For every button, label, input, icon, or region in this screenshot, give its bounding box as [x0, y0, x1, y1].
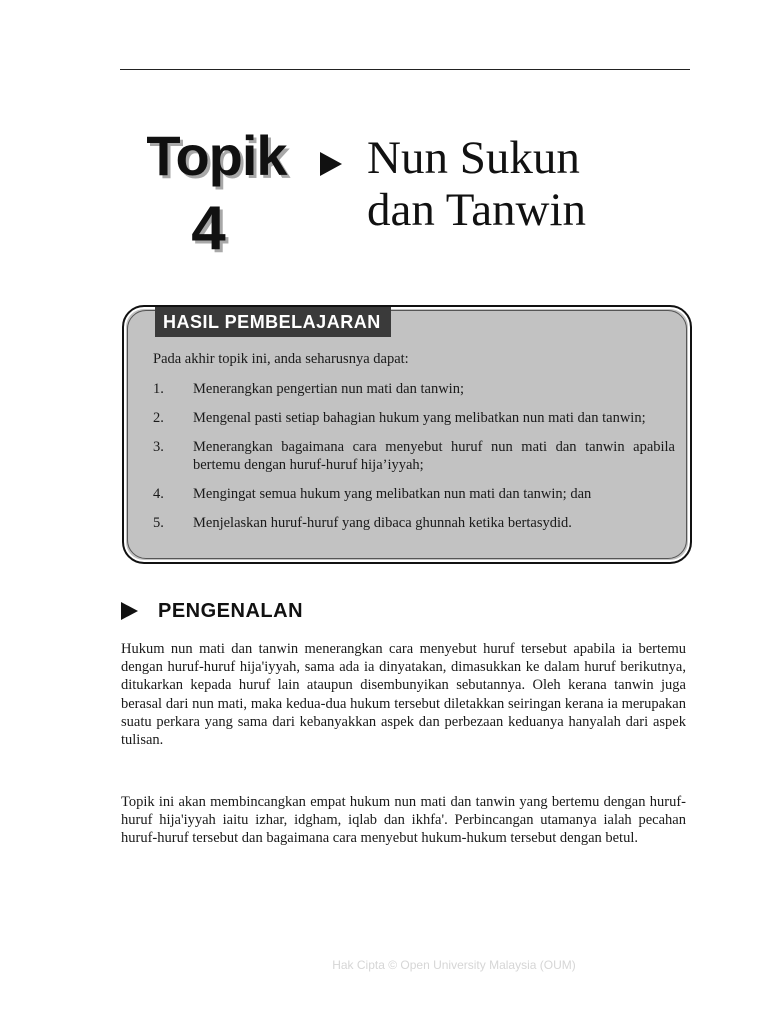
- introduction-paragraph-2: Topik ini akan membincangkan empat hukum nun mati dan tanwin yang bertemu dengan huruf-huruf hija'iyyah iaitu izhar, idgham, iqlab dan ikhfa'. Perbincangan utamanya ialah pecahan huruf-huruf tersebut dan bagaimana cara menyebut hukum-hukum tersebut dengan betul.: [121, 794, 686, 847]
- outcome-text: Menerangkan pengertian nun mati dan tanwin;: [193, 381, 464, 397]
- outcome-item: [153, 380, 675, 398]
- outcome-text: Menerangkan bagaimana cara menyebut huruf nun mati dan tanwin apabila bertemu dengan huruf-huruf hija’iyyah;: [193, 439, 675, 473]
- copyright-footer: Hak Cipta © Open University Malaysia (OUM): [332, 958, 576, 972]
- section-arrow-icon: [121, 602, 138, 620]
- outcome-text: Mengenal pasti setiap bahagian hukum yang melibatkan nun mati dan tanwin;: [193, 410, 646, 426]
- topic-label: Topik: [146, 124, 287, 187]
- outcome-text: Mengingat semua hukum yang melibatkan nun mati dan tanwin; dan: [193, 486, 592, 502]
- introduction-heading-row: [121, 598, 303, 624]
- title-arrow-icon: [320, 152, 342, 176]
- learning-outcomes-list: [153, 380, 675, 543]
- outcome-number: 4.: [153, 486, 164, 502]
- outcome-text: Menjelaskan huruf-huruf yang dibaca ghunnah ketika bertasydid.: [193, 515, 572, 531]
- learning-outcomes-header: HASIL PEMBELAJARAN: [155, 307, 391, 337]
- topic-label-block: [134, 124, 299, 264]
- learning-outcomes-intro: Pada akhir topik ini, anda seharusnya dapat:: [153, 351, 409, 367]
- outcome-number: 3.: [153, 439, 164, 455]
- header-rule: [120, 69, 690, 70]
- topic-title-line2: dan Tanwin: [367, 184, 587, 236]
- outcome-number: 1.: [153, 381, 164, 397]
- outcome-number: 2.: [153, 410, 164, 426]
- outcome-item: [153, 514, 675, 532]
- topic-title-line1: Nun Sukun: [367, 132, 580, 184]
- topic-number: 4: [191, 194, 226, 263]
- outcome-number: 5.: [153, 515, 164, 531]
- outcome-item: [153, 485, 675, 503]
- outcome-item: [153, 409, 675, 427]
- topic-title: [367, 132, 586, 236]
- introduction-heading: PENGENALAN: [158, 600, 304, 622]
- introduction-paragraph-1: Hukum nun mati dan tanwin menerangkan cara menyebut huruf tersebut apabila ia bertemu dengan huruf-huruf hija'iyyah, sama ada ia dinyatakan, dimasukkan ke dalam huruf berikutnya, ditukarkan kepada huruf lain ataupun disembunyikan sebutannya. Oleh kerana tanwin juga berasal dari nun mati, maka kedua-dua hukum tersebut diletakkan seiringan kerana ia merupakan suatu perkara yang sama dari kebanyakkan aspek dan perbezaan keduanya hanyalah dari aspek tulisan.: [121, 641, 686, 749]
- outcome-item: [153, 438, 675, 474]
